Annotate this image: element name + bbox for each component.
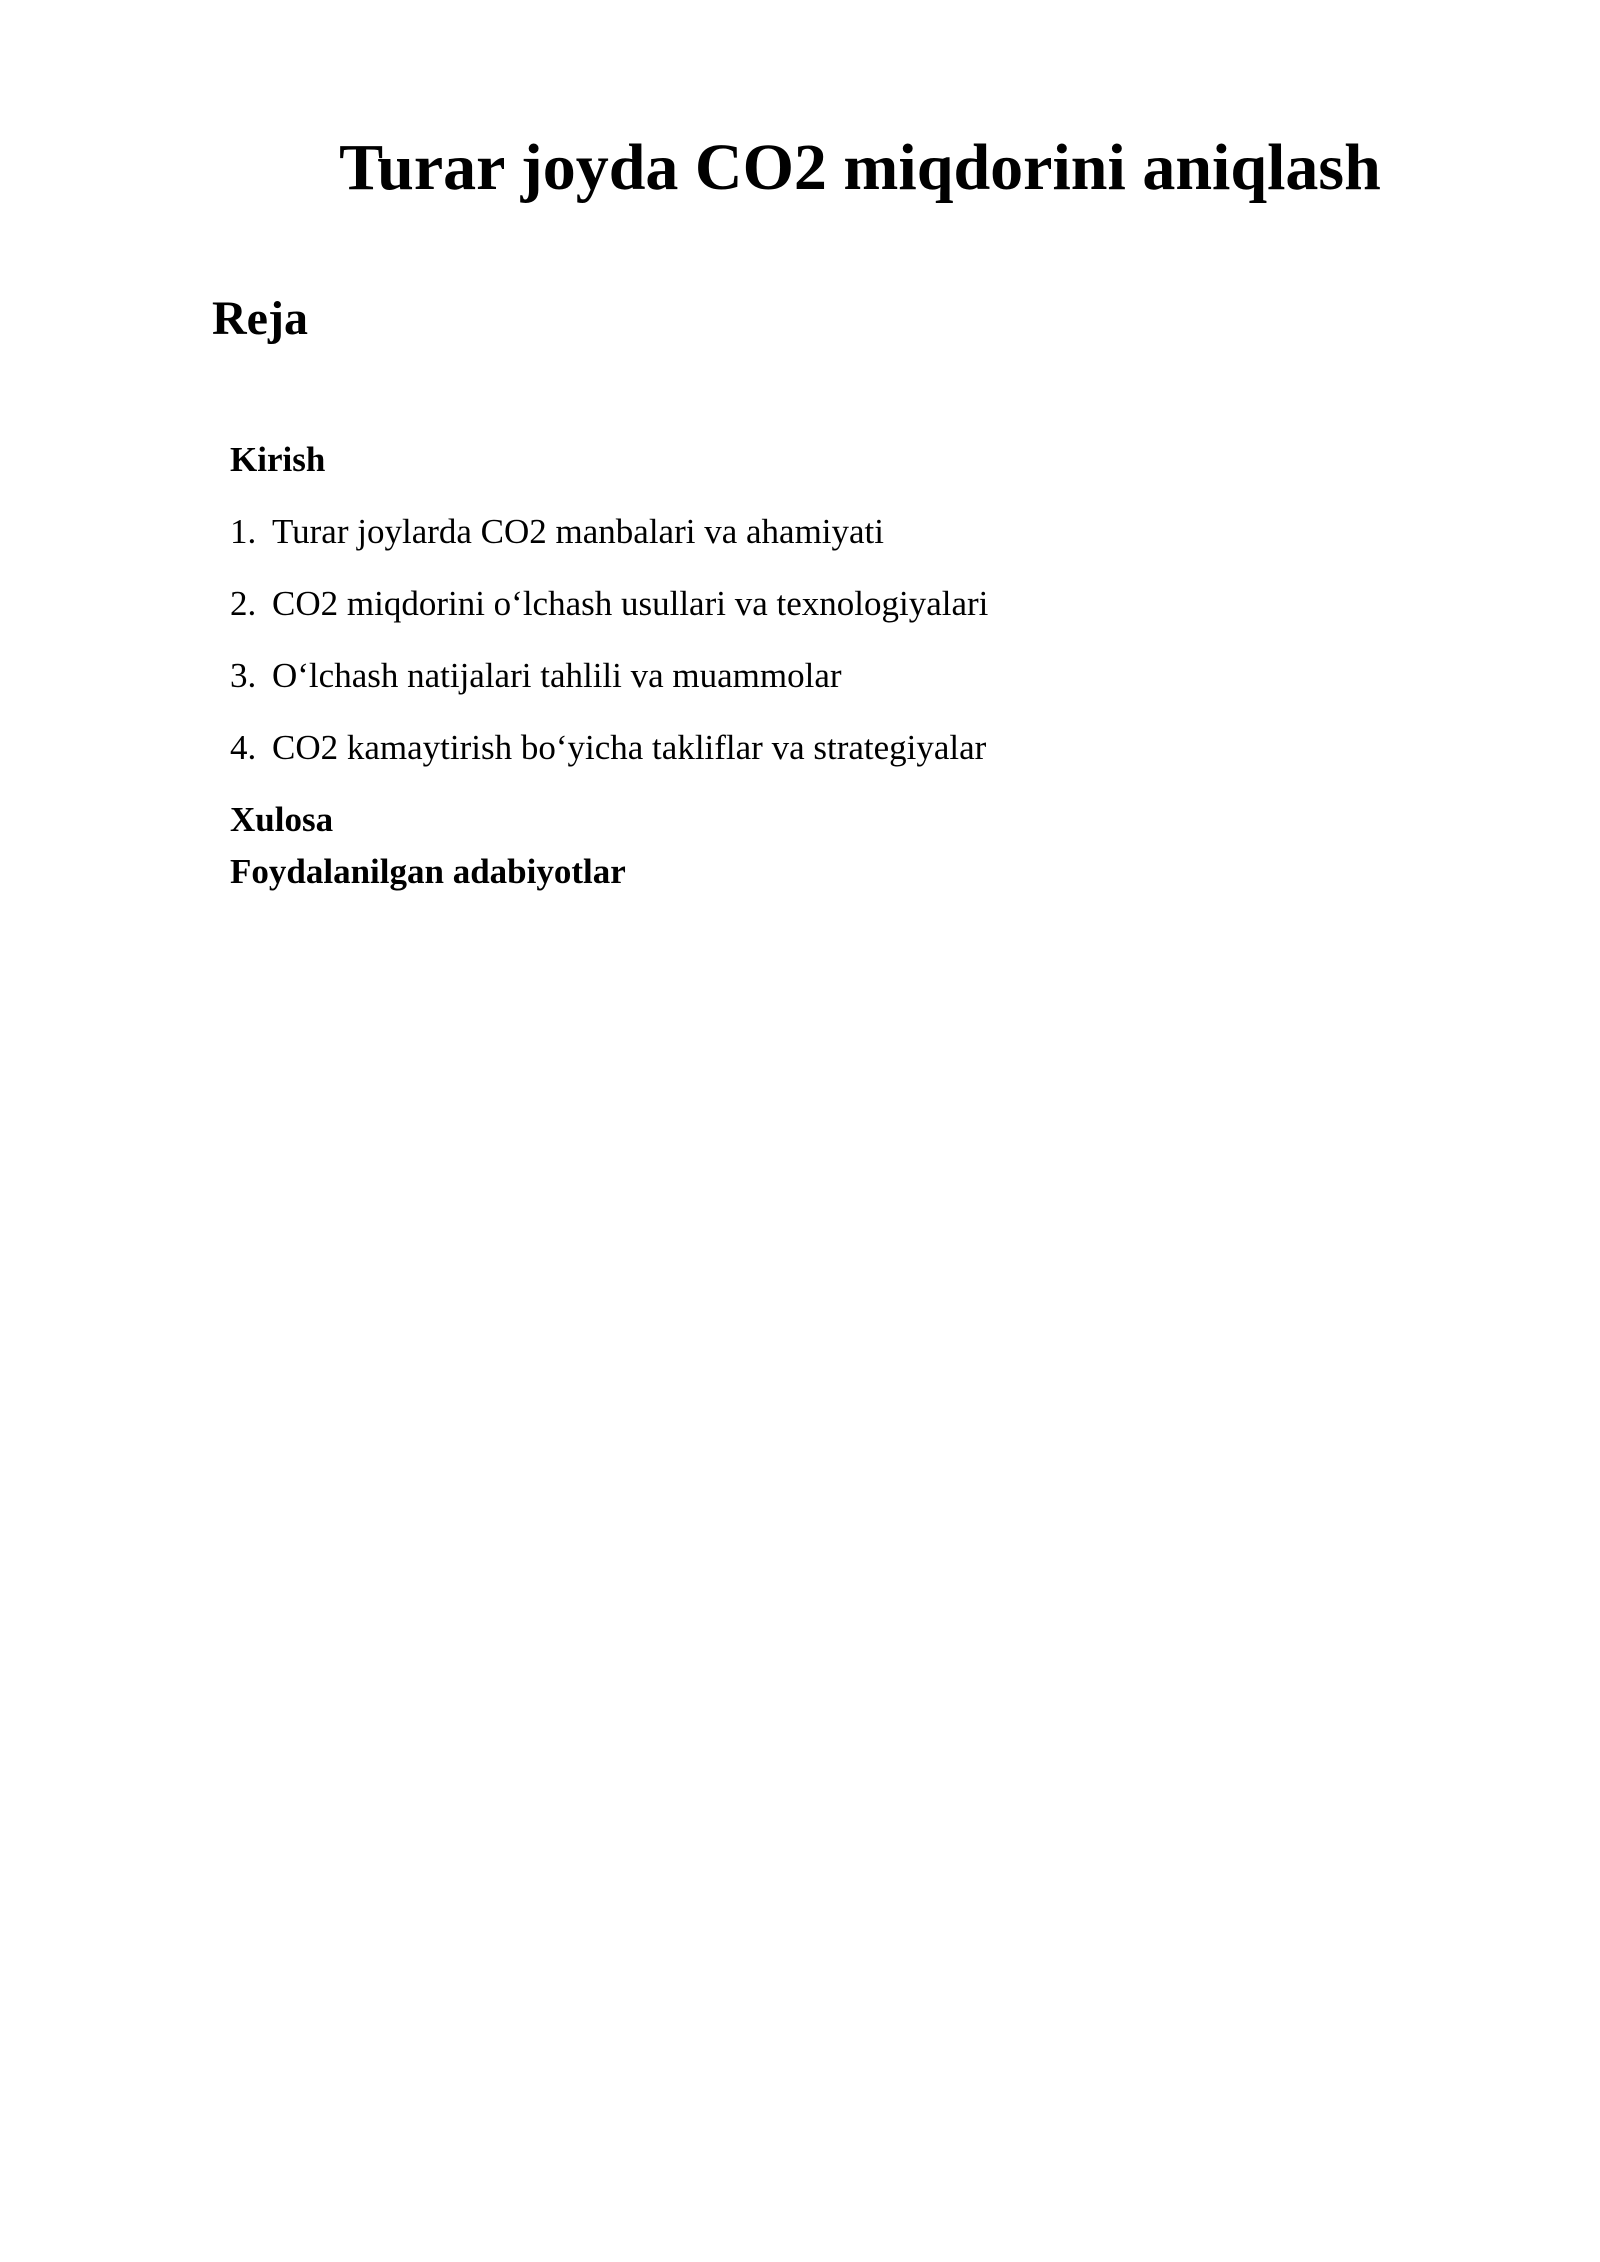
plan-item-3 — [230, 648, 988, 720]
plan-item-1 — [230, 504, 988, 576]
plan-item-number: 4. — [230, 728, 257, 767]
plan-item-text: O‘lchash natijalari tahlili va muammolar — [272, 656, 842, 695]
plan-item-references: Foydalanilgan adabiyotlar — [230, 852, 626, 891]
plan-item-4 — [230, 720, 988, 792]
plan-item-number: 3. — [230, 656, 257, 695]
plan-item-text: CO2 kamaytirish bo‘yicha takliflar va strategiyalar — [272, 728, 987, 767]
plan-heading: Reja — [212, 292, 308, 345]
document-title: Turar joyda CO2 miqdorini aniqlash — [339, 131, 1381, 204]
plan-item-2 — [230, 576, 988, 648]
plan-item-text: CO2 miqdorini o‘lchash usullari va texnologiyalari — [272, 584, 989, 623]
plan-item-text: Turar joylarda CO2 manbalari va ahamiyati — [272, 512, 885, 551]
plan-item-conclusion: Xulosa — [230, 800, 334, 839]
plan-list — [230, 432, 988, 916]
plan-item-number: 2. — [230, 584, 257, 623]
plan-item-number: 1. — [230, 512, 257, 551]
plan-item-intro: Kirish — [230, 440, 326, 479]
